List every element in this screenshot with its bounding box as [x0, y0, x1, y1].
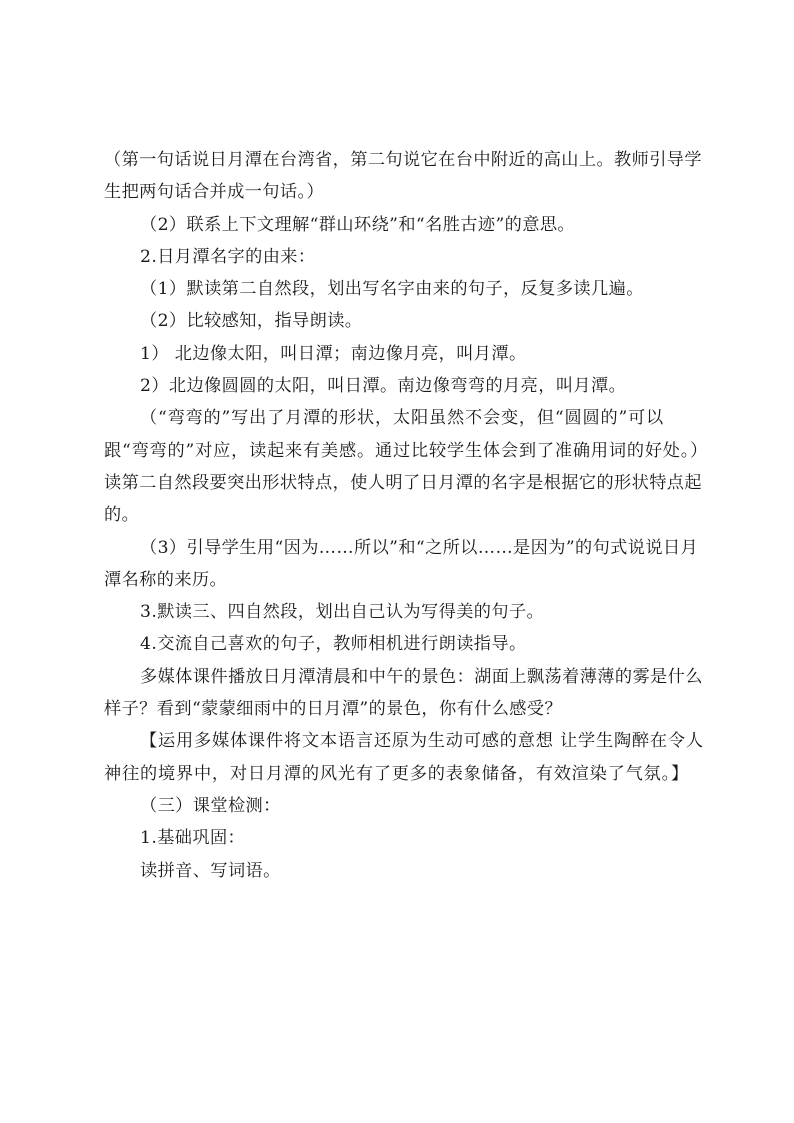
paragraph-reading-guidance: 读第二自然段要突出形状特点，使人明了日月潭的名字是根据它的形状特点起的。	[104, 472, 702, 526]
paragraph-classroom-test-heading: （三）课堂检测：	[140, 795, 281, 816]
paragraph-comparison-note: （“弯弯的”写出了月潭的形状，太阳虽然不会变，但“圆圆的”可以跟“弯弯的”对应，读起来有美感。通过比较学生体会到了准确用词的好处。）	[104, 408, 709, 461]
paragraph-name-origin-heading: 2.日月潭名字的由来：	[140, 246, 316, 267]
paragraph-basic-consolidation: 1.基础巩固：	[140, 828, 246, 849]
paragraph-pinyin-words: 读拼音、写词语。	[140, 860, 281, 881]
paragraph-read-three-four: 3.默读三、四自然段，划出自己认为写得美的句子。	[140, 602, 545, 623]
paragraph-understand-words: （2）联系上下文理解“群山环绕”和“名胜古迹”的意思。	[140, 214, 576, 235]
paragraph-comparison-1: 1） 北边像太阳，叫日潭；南边像月亮，叫月潭。	[140, 343, 527, 364]
paragraph-share-sentences: 4.交流自己喜欢的句子，教师相机进行朗读指导。	[140, 634, 527, 655]
paragraph-intro-note: （第一句话说日月潭在台湾省，第二句说它在台中附近的高山上。教师引导学生把两句话合并成一句话。）	[104, 150, 702, 203]
paragraph-multimedia-scenery: 多媒体课件播放日月潭清晨和中午的景色：湖面上飘荡着薄薄的雾是什么样子？看到“蒙蒙细雨中的日月潭”的景色，你有什么感受？	[104, 666, 703, 720]
paragraph-sentence-pattern: （3）引导学生用“因为……所以”和“之所以……是因为”的句式说说日月潭名称的来历。	[104, 537, 699, 590]
document-body	[104, 144, 709, 887]
paragraph-comparison-2: 2）北边像圆圆的太阳，叫日潭。南边像弯弯的月亮，叫月潭。	[140, 376, 627, 397]
paragraph-silent-reading: （1）默读第二自然段，划出写名字由来的句子，反复多读几遍。	[140, 279, 644, 300]
paragraph-compare-read: （2）比较感知，指导朗读。	[140, 311, 363, 332]
paragraph-multimedia-note: 【运用多媒体课件将文本语言还原为生动可感的意想 让学生陶醉在令人神往的境界中，对日月潭的风光有了更多的表象储备，有效渲染了气氛。】	[104, 731, 704, 784]
